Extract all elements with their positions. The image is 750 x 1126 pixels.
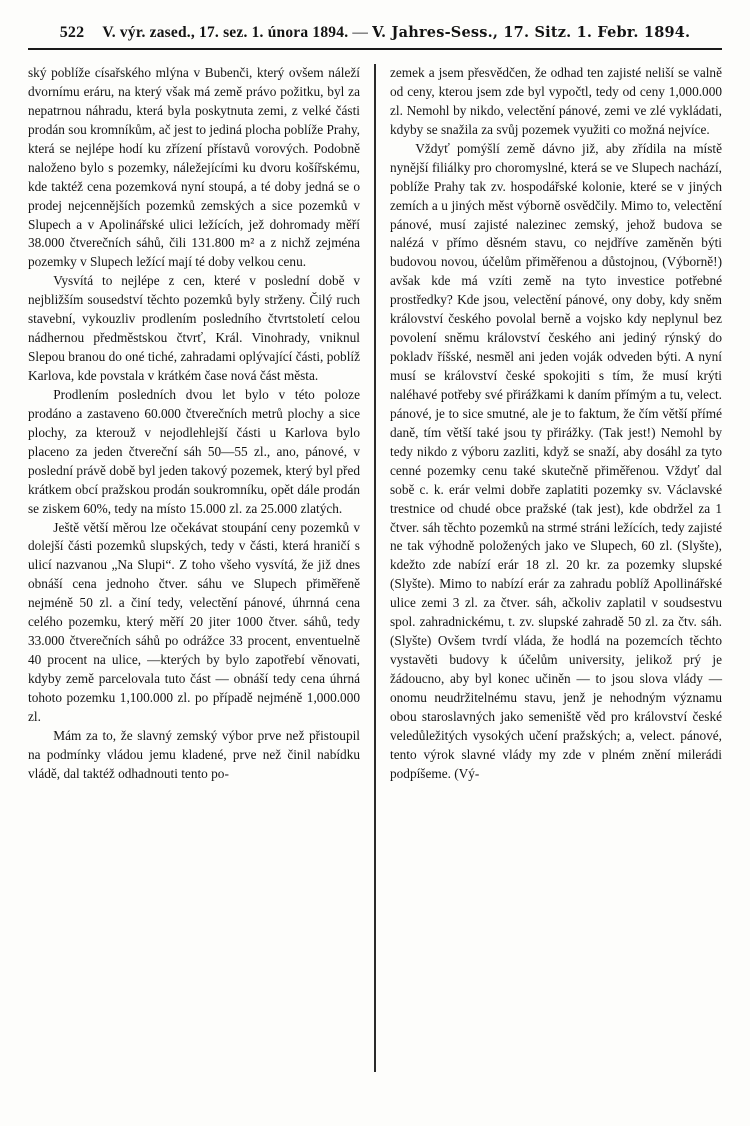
header-rule xyxy=(28,48,722,50)
paragraph: zemek a jsem přesvědčen, že odhad ten zajisté neliší se valně od ceny, kterou jsem zde byl vypočtl, tedy od ceny 1,000.000 zl. Nemohl by nikdo, velectění pánové, zemi ve zlé vykládati, kdyby se snažila za svůj pozemek využiti co možná nejvíce. xyxy=(390,65,722,137)
header-right-heading: V. Jahres-Sess., 17. Sitz. 1. Febr. 1894. xyxy=(372,24,691,41)
header-dash: — xyxy=(352,24,369,41)
paragraph: Vysvítá to nejlépe z cen, které v poslední době v nejbližším sousedství těchto pozemků byly strženy. Čilý ruch stavební, vykouzliv prodlením posledního čtvrtstoletí celou nádhernou předměstskou čtvrť, Král. Vinohrady, vniknul Slepou branou do oné tiché, zahradami oplývající části, poblíž Karlova, kde povstala v krátkém čase nová část města. xyxy=(28,273,360,383)
paragraph: Ještě větší měrou lze očekávat stoupání ceny pozemků v dolejší části pozemků slupských, tedy v části, která hraničí s ulicí nazvanou „Na Slupi“. Z toho všeho vysvítá, že již dnes obnáší cena jednoho čtver. sáhu ve Slupech přiměřeně nejméně 50 zl. a činí tedy, velectění pánové, úhrnná cena celého pozemku, který měří 20 jiter 1000 čtver. sáhů, tedy 33.000 čtverečních sáhů po odrážce 33 procent, enventuelně 40 procent na ulice, —kterých by bylo zapotřebí věnovati, kdyby země parcelovala tuto část — obnáší tedy cena úhrná tohoto pozemku 1,100.000 zl. po případě nejméně 1,000.000 zl. xyxy=(28,519,360,724)
header-left-heading: V. výr. zased., 17. sez. 1. února 1894. xyxy=(102,24,349,41)
paragraph: ský poblíže císařského mlýna v Bubenči, který ovšem náleží dvornímu eráru, na který však má země právo požitku, byl za nepatrnou náhradu, která byla poskytnuta zemi, z velké části prodán sou kromníkům, ač jest to jediná plocha poblíže Prahy, která se nejlépe hodí ku zřízení přístavů vorových. Podobně naloženo bylo s pozemky, náležejícími ku dvoru košířskému, kde taktéž cena pozemková nyní stoupá, a té doby jedná se o prodej nejcennějších pozemků zemských a sice pozemků v Slupech a v Apolinářské ulici ležících, jež dohromady měří 38.000 čtverečních sáhů, čili 131.800 m² a z nichž zejména pozemky v Slupech ležící mají té doby velkou cenu. xyxy=(28,65,360,270)
page-number: 522 xyxy=(59,24,85,41)
left-column xyxy=(28,64,360,1074)
paragraph: Mám za to, že slavný zemský výbor prve než přistoupil na podmínky vládou jemu kladené, prve než činil nabídku vládě, dal taktéž odhadnouti tento po- xyxy=(28,727,360,781)
paragraph: Vždyť pomýšlí země dávno již, aby zřídila na místě nynější filiálky pro choromyslné, která se ve Slupech nachází, poblíže Prahy tak zv. hospodářské kolonie, které se v jiných zemích a u jiných měst výborně osvědčily. Mimo to, velectění pánové, musí zajisté nalezinec zemský, jehož budova se nalézá v přímo děsném stavu, co nejdříve zaměněn býti budovou novou, účelům přiměřenou a důstojnou, (Výborně!) avšak kde má vzíti země na tyto investice potřebné prostředky? Kde jsou, velectění pánové, ony doby, kdy sněm království českého povolal berně a vojsko kdy neplynul bez povolení sněmu království českého ani jediný rýnský do pokladv říšské, nesměl ani jeden voják odveden býti. A nyní musí se království české spokojiti s tím, že musí krýti naléhavé potřeby své přirážkami k daním přímým a tu, velect. pánové, je to sice smutné, ale je to faktum, že čím větší přímé daně, tím větší také jsou ty přirážky. (Tak jest!) Nemohl by tedy nikdo z výboru zazliti, když se snaží, aby dosáhl za tyto cenné pozemky cenu také skutečně přiměřenou. Vždyť dal sobě c. k. erár velmi dobře zaplatiti pozemky sv. Václavské trestnice od chudé obce pražské (tak jest), kde obdržel za 1 čtver. sáh těchto pozemků na strmé stráni ležících, tedy zajisté ne tak výhodně položených jako ve Slupech, 60 zl. (Slyšte), kdežto zde nabízí erár 18 zl. 20 kr. za pozemky slupské (Slyšte). Mimo to nabízí erár za zahradu poblíž Apollinářské ulice zemi 3 zl. za čtver. sáh, ačkoliv zaplatil v soudsestvu spol. zahradnickému, t. zv. slupské zahradě 50 zl. za čtv. sáh. (Slyšte) Ovšem tvrdí vláda, že hodlá na pozemcích těchto vystavěti budovy k účelům university, jelikož prý je žádoucno, aby byl konec učiněn — to jsou slova vlády — onomu neudržitelnému stavu, jenž je nehodným významu obou staroslavných jako semeniště věd pro království české veledůležitých vysokých učení pražských; a, velect. pánové, tento výrok slavné vlády my zde v plném znění milerádi podpíšeme. (Vý- xyxy=(390,140,722,781)
page-header xyxy=(0,24,750,42)
right-column xyxy=(390,64,722,1074)
body-columns xyxy=(28,64,722,1074)
paragraph: Prodlením posledních dvou let bylo v této poloze prodáno a zastaveno 60.000 čtverečních metrů plochy a sice plochy, za kterouž v nejodlehlejší části u Karlova bylo placeno za jeden čtvereční sáh 50—55 zl., ano, pánové, v poslední právě době byl jeden takový pozemek, který byl před krátkem obcí pražskou prodán soukromníku, opět dále prodán se ziskem 60%, tedy na místo 15.000 zl. za 25.000 zlatých. xyxy=(28,386,360,516)
